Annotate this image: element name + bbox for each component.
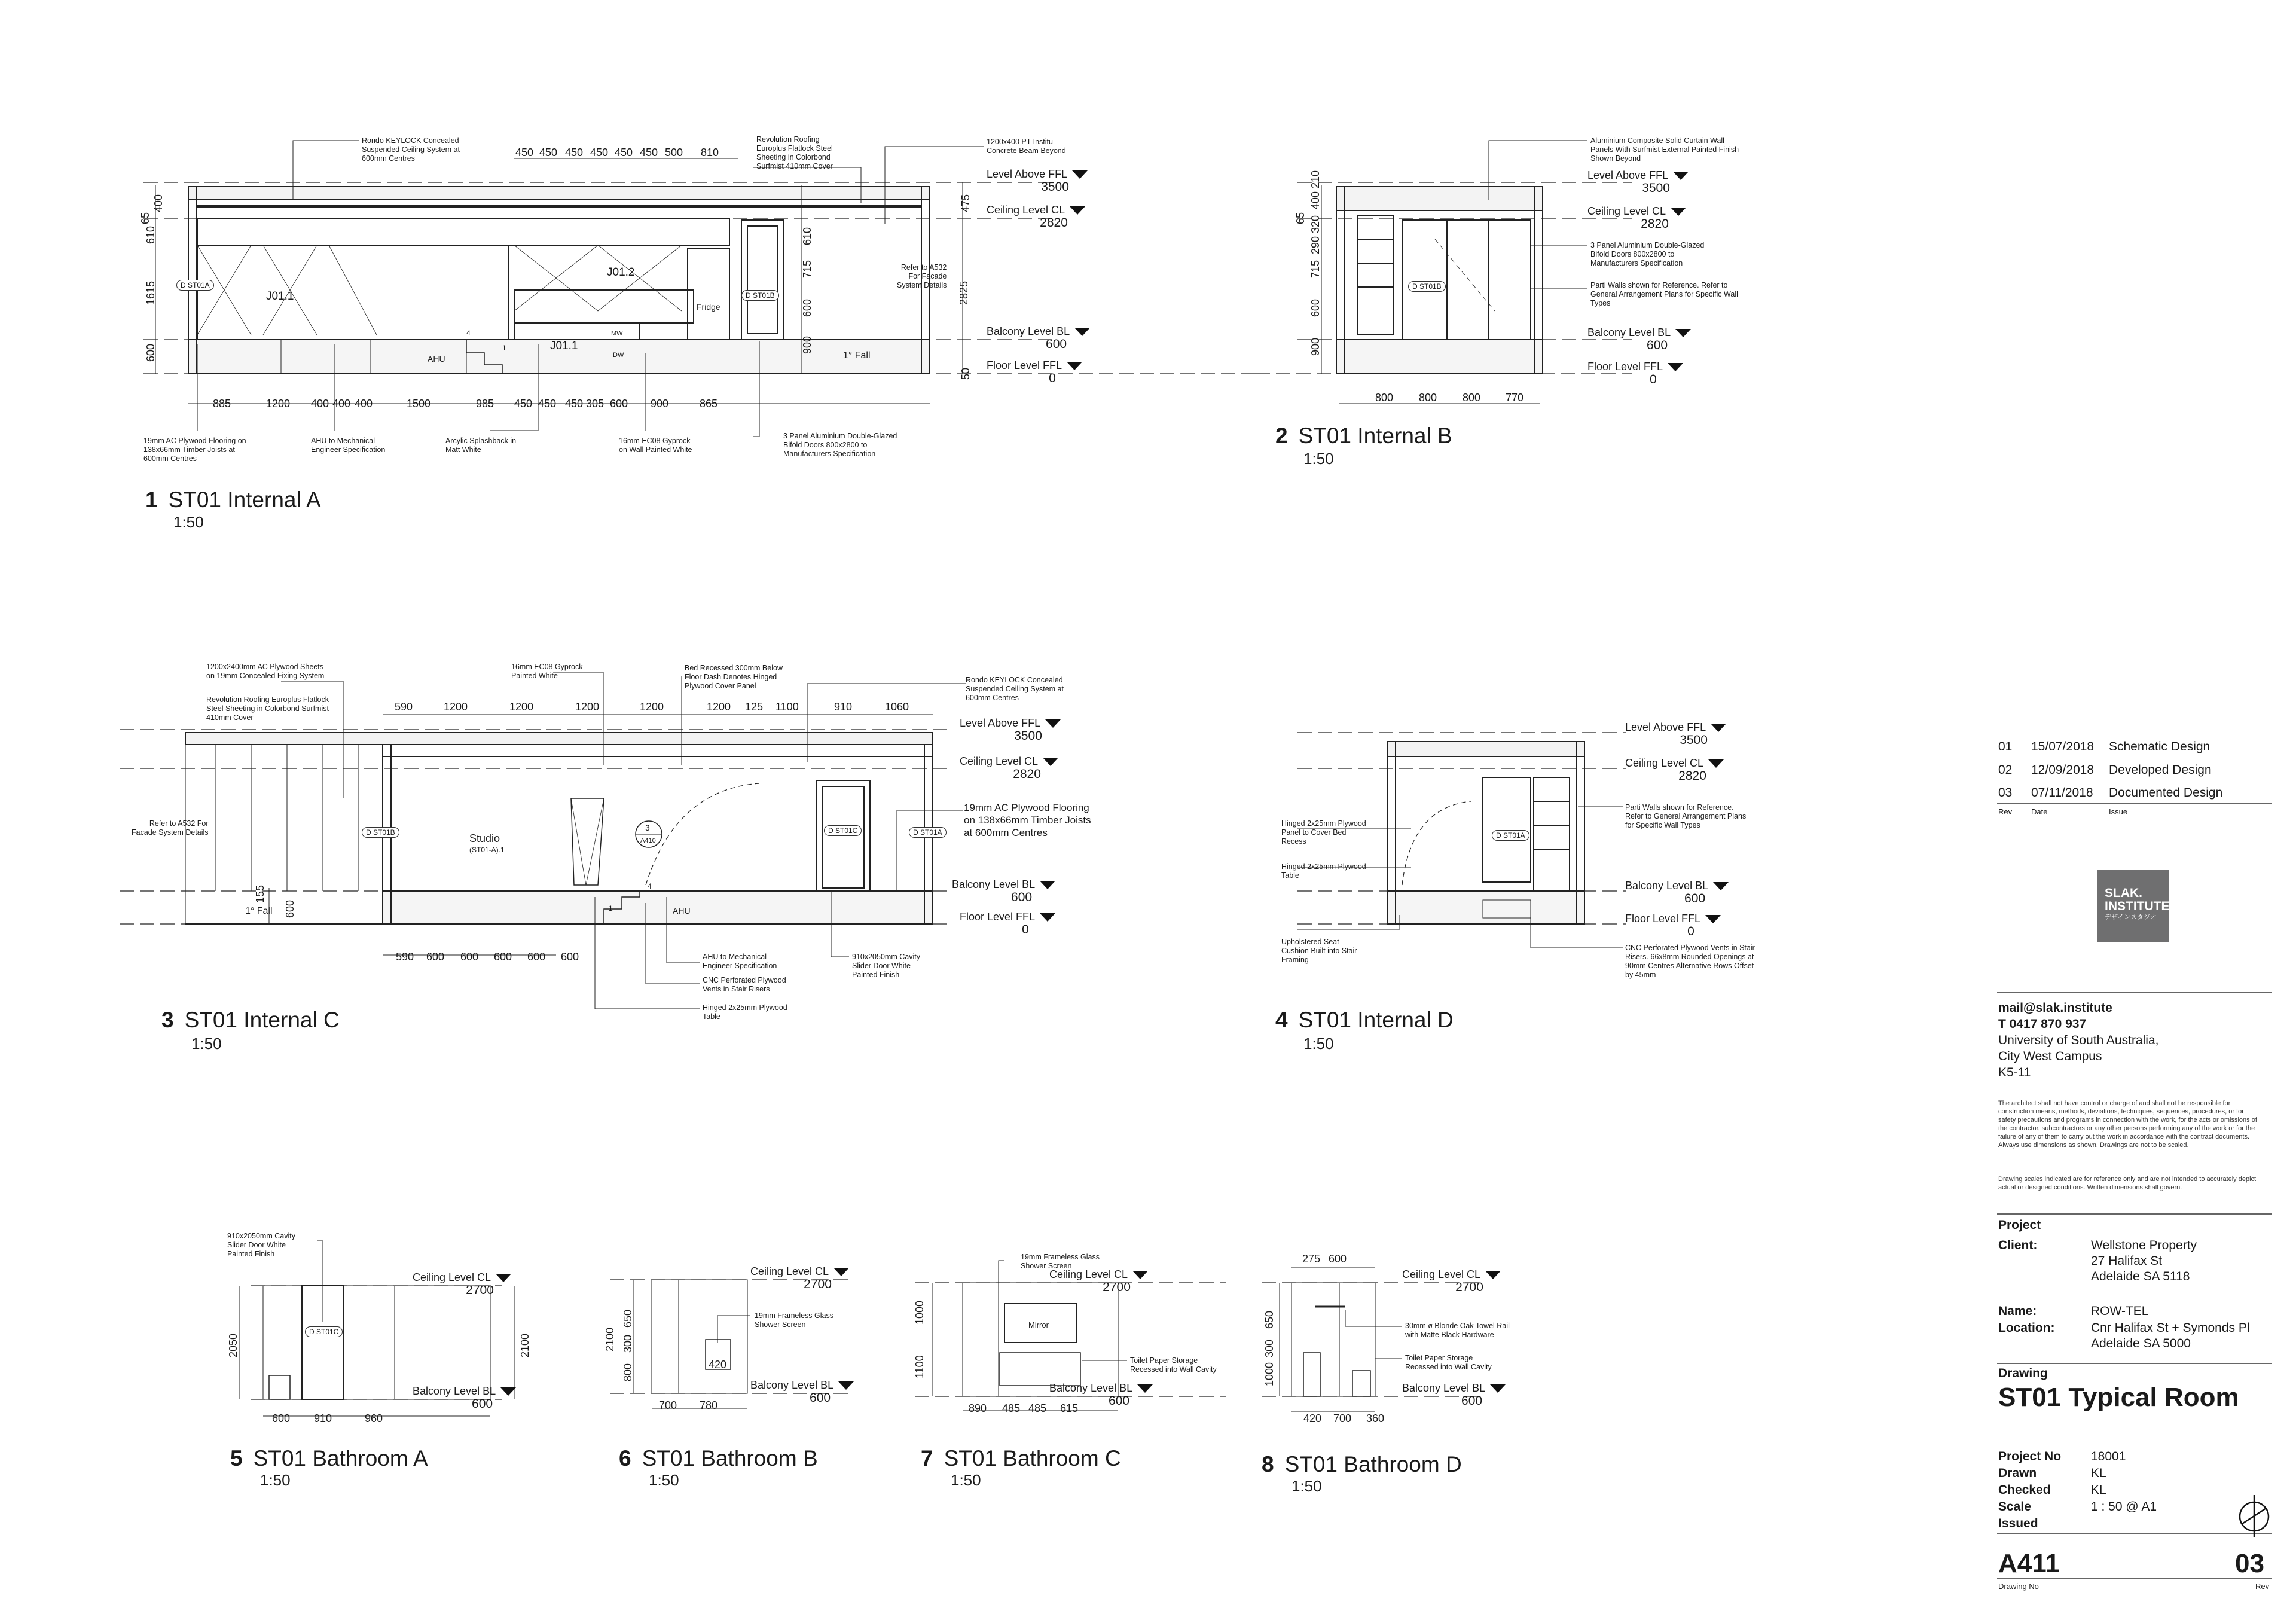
note-gyprock: 16mm EC08 Gyprock on Wall Painted White [619,437,692,454]
view-title-6: 6 ST01 Bathroom B [619,1446,818,1470]
v8-top-dim: 600 [1329,1253,1347,1265]
v8-left-dim: 1000 [1263,1362,1275,1386]
section-tag-st01b: D ST01B [741,290,779,301]
v1-left-dim: 600 [145,343,157,362]
slak-institute-logo: SLAK. INSTITUTE デザインスタジオ [2097,870,2169,942]
ahu-label-c: AHU [673,906,691,916]
section-tag-st01a: D ST01A [176,280,214,291]
v8-left-dim: 650 [1263,1310,1275,1329]
location-field: Location: Cnr Halifax St + Symonds Pl Adelaide SA 5000 [1998,1321,2250,1350]
callout-number: 3 [645,823,650,832]
note-concrete-beam: 1200x400 PT Institu Concrete Beam Beyond [987,138,1066,155]
drawn-field: Drawn KL [1998,1466,2106,1480]
v4-level-ceiling: Ceiling Level CL 2820 [1625,756,1724,783]
note-hinged-panel: Hinged 2x25mm Plywood Panel to Cover Bed Recess [1281,819,1366,846]
name-field: Name: ROW-TEL [1998,1304,2149,1318]
v2-left-dim: 65 [1294,212,1306,224]
stair-marker-1: 1 [502,344,506,352]
v3-top-dim: 1060 [885,701,909,713]
v1-top-dim: 810 [701,147,719,158]
v7-bottom-dim: 890 [969,1402,987,1414]
view-title-2: 2 ST01 Internal B [1275,423,1452,448]
view-scale-5: 1:50 [260,1471,291,1489]
v3-level-above: Level Above FFL 3500 [960,716,1061,743]
view-scale-3: 1:50 [191,1035,222,1052]
v3-top-dim: 1100 [775,701,799,713]
v6-left-dim: 650 [622,1309,634,1328]
v1-top-dim: 450 [640,147,658,158]
section-tag-st01a-d: D ST01A [1492,830,1529,841]
v2-left-dim: 600 [1309,298,1321,317]
note-rondo-ceiling: Rondo KEYLOCK Concealed Suspended Ceiling System at 600mm Centres [362,136,460,163]
note-slider-a: 910x2050mm Cavity Slider Door White Painted Finish [227,1232,295,1258]
v3-level-balcony: Balcony Level BL 600 [952,878,1055,904]
v1-right-dim: 610 [801,227,813,245]
fridge-label: Fridge [697,302,720,312]
view-scale-1: 1:50 [173,513,204,531]
v1-bottom-dim: 450 [538,398,557,410]
v5-bottom-dim: 910 [314,1412,332,1424]
v1-top-dim: 450 [515,147,534,158]
note-plywood-flooring: 19mm AC Plywood Flooring on 138x66mm Timber Joists at 600mm Centres [144,437,246,463]
v3-bottom-dim: 590 [396,951,414,963]
v1-right-dim: 715 [801,260,813,278]
v6-left-dim: 300 [622,1334,634,1353]
v3-top-dim: 1200 [707,701,731,713]
note-storage-d: Toilet Paper Storage Recessed into Wall Cavity [1405,1354,1492,1371]
v1-bottom-dim: 885 [213,398,231,410]
v4-level-floor: Floor Level FFL 0 [1625,912,1721,938]
v8-level-ceiling: Ceiling Level CL 2700 [1402,1268,1501,1294]
v6-inner-dim: 420 [709,1359,727,1371]
v1-right-total-dim: 2825 [958,280,970,305]
stair-marker-4: 4 [466,329,471,337]
ahu-label: AHU [428,354,445,364]
v3-top-dim: 910 [834,701,853,713]
note-cnc-vents-d: CNC Perforated Plywood Vents in Stair Risers. 66x8mm Rounded Openings at 90mm Centres Alternative Rows Offset by 45mm [1625,944,1755,979]
section-tag-st01b-c: D ST01B [362,827,399,838]
checked-field: Checked KL [1998,1483,2106,1497]
section-tag-st01b-b: D ST01B [1408,281,1446,292]
issued-field: Issued [1998,1517,2038,1530]
v7-bottom-dim: 615 [1060,1402,1079,1414]
v3-top-dim: 1200 [444,701,468,713]
view-title-3: 3 ST01 Internal C [161,1008,340,1032]
v1-level-above: Level Above FFL 3500 [987,167,1088,194]
v1-top-dim: 450 [565,147,584,158]
v1-bottom-dim: 1200 [266,398,291,410]
section-tag-st01c-c: D ST01C [824,825,862,836]
view-scale-7: 1:50 [951,1471,981,1489]
scale-field: Scale 1 : 50 @ A1 [1998,1500,2157,1514]
v7-left-dim: 1100 [914,1355,926,1378]
v1-left-dim: 1615 [145,280,157,305]
v1-top-dim: 450 [539,147,558,158]
v8-bottom-dim: 420 [1303,1412,1322,1424]
revision-row: 01 15/07/2018 Schematic Design [1998,740,2210,753]
north-arrow-icon [2240,1495,2268,1537]
v1-bottom-dim: 1500 [407,398,431,410]
client-field: Client: Wellstone Property 27 Halifax St Adelaide SA 5118 [1998,1238,2197,1283]
note-storage-c: Toilet Paper Storage Recessed into Wall Cavity [1130,1356,1217,1374]
section-tag-st01a-c: D ST01A [909,827,947,838]
v6-left-dim: 800 [622,1363,634,1381]
v6-bottom-dim: 780 [700,1399,718,1411]
v8-bottom-dim: 360 [1366,1412,1385,1424]
note-table-c: Hinged 2x25mm Plywood Table [703,1003,787,1021]
note-parti-walls-d: Parti Walls shown for Reference. Refer to General Arrangement Plans for Specific Wall Types [1625,803,1747,829]
studio-sub-label: (ST01-A).1 [469,846,505,854]
v7-level-balcony: Balcony Level BL 600 [1049,1381,1153,1408]
v3-top-dim: 1200 [575,701,600,713]
note-bifold-doors-b: 3 Panel Aluminium Double-Glazed Bifold Doors 800x2800 to Manufacturers Specification [1590,241,1705,267]
note-rondo-c: Rondo KEYLOCK Concealed Suspended Ceiling System at 600mm Centres [966,676,1064,702]
revision-row: 03 07/11/2018 Documented Design [1998,786,2223,800]
v2-left-dim: 400 [1309,191,1321,209]
view-title-1: 1 ST01 Internal A [145,487,321,512]
drawing-number-label: Drawing No [1998,1582,2039,1591]
v2-bottom-dim: 800 [1375,392,1394,404]
v1-left-dim: 610 [145,225,157,244]
note-facade-c: Refer to A532 For Facade System Details [132,819,209,837]
view-scale-6: 1:50 [649,1471,679,1489]
v3-top-dim: 590 [395,701,413,713]
note-revolution-roofing: Revolution Roofing Europlus Flatlock Steel Sheeting in Colorbond Surfmist 410mm Cover [756,135,833,170]
v2-bottom-dim: 800 [1463,392,1481,404]
v1-bottom-dim: 400 [332,398,351,410]
v1-bottom-dim: 450 [565,398,584,410]
view-title-8: 8 ST01 Bathroom D [1262,1452,1462,1476]
revision-number-label: Rev [2255,1582,2270,1591]
v1-right-dim: 50 [960,367,972,380]
contact-block: mail@slak.institute T 0417 870 937 University of South Australia, City West Campus K5-11 [1998,1001,2159,1079]
note-plywood-sheets: 1200x2400mm AC Plywood Sheets on 19mm Concealed Fixing System [206,663,325,680]
v1-right-dim: 900 [801,335,813,354]
note-ahu: AHU to Mechanical Engineer Specification [311,437,386,454]
v6-level-ceiling: Ceiling Level CL 2700 [750,1265,849,1291]
note-hinged-table-d: Hinged 2x25mm Plywood Table [1281,862,1366,880]
note-slider-c: 910x2050mm Cavity Slider Door White Painted Finish [852,953,920,979]
note-ahu-c: AHU to Mechanical Engineer Specification [703,953,777,970]
v3-left-dim: 600 [284,899,296,918]
v2-bottom-dim: 770 [1506,392,1524,404]
joinery-label-j01-2: J01.2 [607,266,635,279]
dw-label: DW [613,352,624,359]
v2-left-dim: 715 [1309,260,1321,278]
v1-bottom-dim: 865 [700,398,718,410]
v7-bottom-dim: 485 [1028,1402,1047,1414]
joinery-label-j01-1: J01.1 [266,290,294,303]
v5-bottom-dim: 960 [365,1412,383,1424]
v3-bottom-dim: 600 [494,951,512,963]
v2-level-ceiling: Ceiling Level CL 2820 [1587,205,1686,231]
v3-top-dim: 125 [745,701,764,713]
v3-top-dim: 1200 [509,701,534,713]
v8-bottom-dim: 700 [1333,1412,1352,1424]
v2-left-dim: 210 [1309,170,1321,188]
v1-right-dim: 475 [960,194,972,212]
project-no-field: Project No 18001 [1998,1450,2126,1463]
revision-number: 03 [2235,1549,2264,1578]
revision-row: 02 12/09/2018 Developed Design [1998,763,2212,777]
v8-left-dim: 300 [1263,1339,1275,1357]
note-roofing-c: Revolution Roofing Europlus Flatlock Steel Sheeting in Colorbond Surfmist 410mm Cover [206,695,329,722]
v1-bottom-dim: 305 [586,398,604,410]
joinery-label-j01-1-lower: J01.1 [550,340,578,352]
revision-headers: Rev Date Issue [1998,807,2128,816]
v2-level-above: Level Above FFL 3500 [1587,169,1689,195]
v7-bottom-dim: 485 [1002,1402,1021,1414]
v2-left-dim: 900 [1309,337,1321,356]
v5-left-dim: 2050 [227,1333,239,1357]
v1-level-balcony: Balcony Level BL 600 [987,325,1090,351]
mirror-label: Mirror [1028,1320,1049,1329]
v2-left-dim: 320 [1309,215,1321,233]
note-curtain-wall: Aluminium Composite Solid Curtain Wall Panels With Surfmist External Painted Finish Shown Beyond [1590,136,1739,163]
note-upholstered-seat: Upholstered Seat Cushion Built into Stair Framing [1281,938,1357,964]
v2-left-dim: 290 [1309,236,1321,254]
v1-bottom-dim: 400 [311,398,329,410]
v3-bottom-dim: 600 [561,951,579,963]
v1-level-floor: Floor Level FFL 0 [987,359,1082,385]
v1-left-dim: 65 [139,212,151,224]
fall-label-c: 1° Fall [245,906,273,916]
view-scale-8: 1:50 [1292,1477,1322,1495]
v3-level-floor: Floor Level FFL 0 [960,910,1055,936]
v5-bottom-dim: 600 [272,1412,291,1424]
v1-bottom-dim: 450 [514,398,533,410]
mw-label: MW [611,330,623,337]
note-parti-walls-b: Parti Walls shown for Reference. Refer to General Arrangement Plans for Specific Wall Types [1590,281,1738,307]
callout-ref: A410 [640,837,656,844]
note-flooring-c: 19mm AC Plywood Flooring on 138x66mm Timber Joists at 600mm Centres [964,802,1091,838]
v1-left-dim: 400 [152,194,164,212]
drawing-number: A411 [1998,1549,2060,1578]
view-scale-4: 1:50 [1303,1035,1334,1052]
v1-level-ceiling: Ceiling Level CL 2820 [987,203,1085,230]
view-title-4: 4 ST01 Internal D [1275,1008,1454,1032]
scale-disclaimer-text: Drawing scales indicated are for reference only and are not intended to accurately depict actual or designed conditions. Written dimensions shall govern. [1998,1176,2257,1191]
v2-level-floor: Floor Level FFL 0 [1587,360,1683,386]
note-towel-rail: 30mm ø Blonde Oak Towel Rail with Matte Black Hardware [1405,1322,1510,1339]
v5-right-dim: 2100 [519,1333,531,1357]
section-tag-st01c-a: D ST01C [305,1326,343,1337]
v7-left-dim: 1000 [914,1300,926,1325]
note-gyprock-c: 16mm EC08 Gyprock Painted White [511,663,583,680]
v1-top-dim: 450 [590,147,609,158]
stair-marker-4-c: 4 [648,882,652,890]
view-scale-2: 1:50 [1303,450,1334,468]
fall-label: 1° Fall [843,350,871,361]
v5-level-ceiling: Ceiling Level CL 2700 [413,1271,511,1297]
note-screen-c: 19mm Frameless Glass Shower Screen [1021,1253,1100,1270]
v6-left-dim: 2100 [604,1327,616,1351]
sheet-title: ST01 Typical Room [1998,1383,2239,1412]
note-splashback: Arcylic Splashback in Matt White [445,437,517,454]
v1-top-dim: 500 [665,147,683,158]
v2-level-balcony: Balcony Level BL 600 [1587,326,1691,352]
v6-level-balcony: Balcony Level BL 600 [750,1378,854,1405]
v1-bottom-dim: 400 [355,398,373,410]
v4-level-balcony: Balcony Level BL 600 [1625,879,1729,905]
v3-level-ceiling: Ceiling Level CL 2820 [960,755,1058,781]
studio-label: Studio [469,832,500,844]
v1-bottom-dim: 900 [651,398,669,410]
v7-level-ceiling: Ceiling Level CL 2700 [1049,1268,1148,1294]
v3-bottom-dim: 600 [460,951,479,963]
v5-level-balcony: Balcony Level BL 600 [413,1384,516,1411]
v1-bottom-dim: 600 [610,398,628,410]
note-screen-b: 19mm Frameless Glass Shower Screen [755,1311,833,1329]
v1-right-dim: 600 [801,298,813,317]
v8-level-balcony: Balcony Level BL 600 [1402,1381,1506,1408]
v3-bottom-dim: 600 [527,951,546,963]
v6-bottom-dim: 700 [659,1399,677,1411]
note-facade-details: Refer to A532 For Facade System Details [897,263,947,289]
stair-marker-1-c: 1 [609,904,613,913]
v3-left-dim: 155 [254,884,266,903]
v3-top-dim: 1200 [640,701,664,713]
note-bed-recess: Bed Recessed 300mm Below Floor Dash Denotes Hinged Plywood Cover Panel [685,664,783,690]
note-bifold-doors: 3 Panel Aluminium Double-Glazed Bifold Doors 800x2800 to Manufacturers Specification [783,432,897,458]
drawing-header: Drawing [1998,1366,2048,1380]
v8-top-dim: 275 [1302,1253,1321,1265]
view-title-7: 7 ST01 Bathroom C [921,1446,1121,1470]
v4-level-above: Level Above FFL 3500 [1625,721,1726,747]
v3-bottom-dim: 600 [426,951,445,963]
v1-bottom-dim: 985 [476,398,494,410]
disclaimer-text: The architect shall not have control or charge of and shall not be responsible for construction means, methods, deviations, techniques, sequences, procedures, or for safety precautions and programs in connection with the work, for the acts or omissions of the contractor, subcontractors or any other persons performing any of the work or for the failure of any of them to carry out the work in accordance with the contract documents. Always use dimensions as shown. Drawings are not to be scaled. [1998,1100,2257,1149]
v1-top-dim: 450 [615,147,633,158]
note-vents-c: CNC Perforated Plywood Vents in Stair Risers [703,976,786,993]
v2-bottom-dim: 800 [1419,392,1437,404]
view-title-5: 5 ST01 Bathroom A [230,1446,428,1470]
project-header: Project [1998,1218,2041,1232]
